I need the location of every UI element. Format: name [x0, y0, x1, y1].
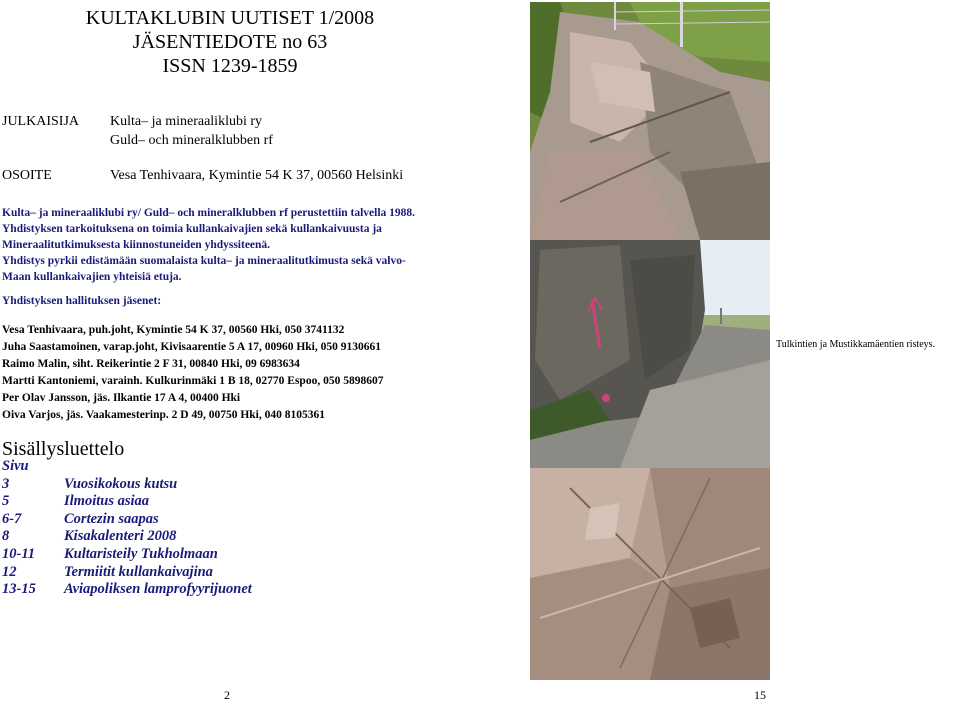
board-member: Per Olav Jansson, jäs. Ilkantie 17 A 4, 00400 Hki: [2, 392, 241, 404]
toc-item[interactable]: [2, 476, 252, 494]
title-line-3: ISSN 1239-1859: [162, 55, 298, 77]
toc-item-title: Kultaristeily Tukholmaan: [64, 545, 218, 562]
photo-rock-face: [530, 468, 770, 680]
page-number-left: 2: [224, 688, 230, 702]
intro-line: Kulta– ja mineraaliklubi ry/ Guld– och mineralklubben rf perustettiin talvella 1988.: [2, 207, 416, 219]
toc-item-page: 10-11: [2, 545, 36, 562]
board-member: Vesa Tenhivaara, puh.joht, Kymintie 54 K 37, 00560 Hki, 050 3741132: [2, 324, 345, 336]
toc-item-title: Termiitit kullankaivajina: [64, 563, 213, 580]
publisher-label: JULKAISIJA: [2, 114, 79, 129]
toc-item-title: Aviapoliksen lamprofyyrijuonet: [64, 581, 252, 598]
toc-item[interactable]: [2, 493, 252, 511]
board-member: Juha Saastamoinen, varap.joht, Kivisaarentie 5 A 17, 00960 Hki, 050 9130661: [2, 341, 382, 353]
toc-item[interactable]: [2, 581, 252, 599]
toc-item[interactable]: [2, 511, 252, 529]
toc-heading: Sisällysluettelo: [2, 438, 125, 460]
title-line-2: JÄSENTIEDOTE no 63: [132, 31, 328, 53]
toc-item-title: Ilmoitus asiaa: [64, 493, 150, 510]
toc-list: [2, 458, 252, 599]
photo-rock-wall-road: [530, 240, 770, 468]
board-members: [2, 322, 522, 424]
toc-item-title: Cortezin saapas: [64, 510, 159, 527]
toc-item-page: 13-15: [2, 581, 36, 598]
publisher-name-sv: Guld– och mineralklubben rf: [110, 133, 273, 148]
photo-caption: Tulkintien ja Mustikkamäentien risteys.: [776, 339, 936, 350]
toc-item-title: Kisakalenteri 2008: [64, 528, 177, 545]
photo-rock-outcrop: [530, 2, 770, 240]
board-heading: Yhdistyksen hallituksen jäsenet:: [2, 295, 162, 307]
toc-item-page: 8: [2, 528, 10, 545]
toc-item[interactable]: [2, 528, 252, 546]
photo-rock-outcrop-image: [530, 2, 770, 240]
address-value: Vesa Tenhivaara, Kymintie 54 K 37, 00560 Helsinki: [110, 168, 404, 183]
toc-item[interactable]: [2, 564, 252, 582]
address-label: OSOITE: [2, 168, 52, 183]
toc-item-page: 12: [2, 563, 17, 580]
board-member: Martti Kantoniemi, varainh. Kulkurinmäki 1 B 18, 02770 Espoo, 050 5898607: [2, 375, 384, 387]
photo-rock-wall-road-image: [530, 240, 770, 468]
toc-page-label: Sivu: [2, 458, 29, 474]
board-member: Oiva Varjos, jäs. Vaakamesterinp. 2 D 49, 00750 Hki, 040 8105361: [2, 409, 325, 421]
intro-line: Maan kullankaivajien yhteisiä etuja.: [2, 271, 182, 283]
toc-item[interactable]: [2, 546, 252, 564]
newsletter-title: [0, 6, 460, 78]
toc-item-page: 3: [2, 475, 10, 492]
title-line-1: KULTAKLUBIN UUTISET 1/2008: [85, 7, 375, 29]
intro-line: Yhdistyksen tarkoituksena on toimia kullankaivajien sekä kullankaivuusta ja: [2, 223, 382, 235]
intro-line: Mineraalitutkimuksesta kiinnostuneiden yhdyssiteenä.: [2, 239, 271, 251]
page-number-right: 15: [754, 688, 766, 702]
toc-item-title: Vuosikokous kutsu: [64, 475, 178, 492]
intro-text: [2, 205, 522, 285]
toc-item-page: 5: [2, 493, 10, 510]
photo-rock-face-image: [530, 468, 770, 680]
toc-item-page: 6-7: [2, 510, 22, 527]
publisher-name-fi: Kulta– ja mineraaliklubi ry: [110, 114, 263, 129]
board-member: Raimo Malin, siht. Reikerintie 2 F 31, 00840 Hki, 09 6983634: [2, 358, 300, 370]
intro-line: Yhdistys pyrkii edistämään suomalaista kulta– ja mineraalitutkimusta sekä valvo-: [2, 255, 406, 267]
